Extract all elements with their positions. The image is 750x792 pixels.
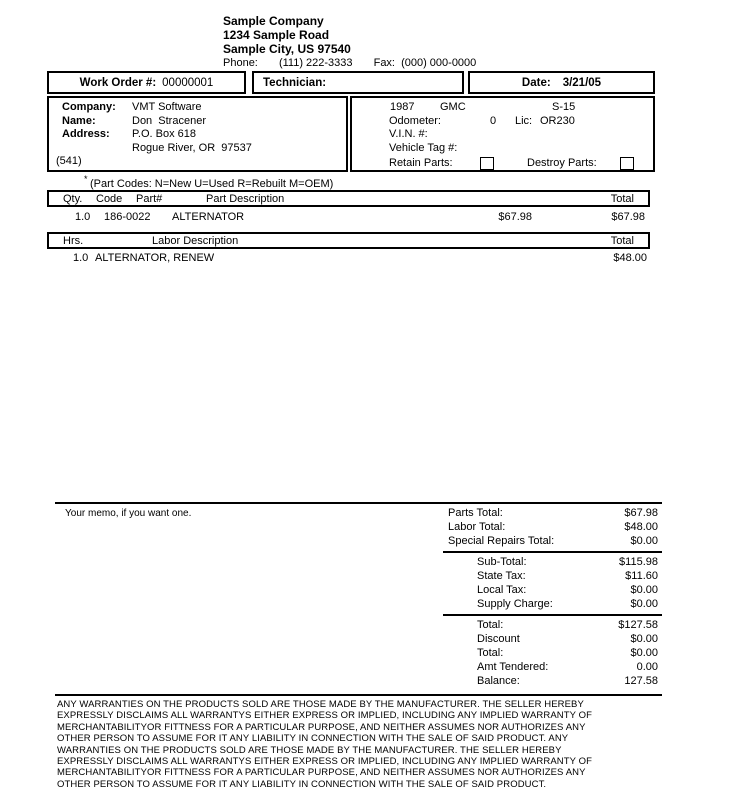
license-value: OR230 xyxy=(540,114,575,127)
warranty-line: EXPRESSLY DISCLAIMS ALL WARRANTYS EITHER EXPRESS OR IMPLIED, INCLUDING ANY IMPLIED WARRANTY OF xyxy=(57,710,593,722)
total-after-discount-label: Total: xyxy=(477,647,504,659)
totals-divider-wrap xyxy=(422,612,660,619)
destroy-parts-checkbox[interactable] xyxy=(620,157,634,170)
customer-address-line1: P.O. Box 618 xyxy=(132,128,197,140)
customer-name-label: Name: xyxy=(62,114,96,127)
destroy-parts-label: Destroy Parts: xyxy=(527,157,597,169)
supply-charge-value: $0.00 xyxy=(630,598,658,610)
memo-divider-line xyxy=(55,502,662,504)
totals-row xyxy=(422,675,660,689)
warranty-line: OTHER PERSON TO ASSUME FOR IT ANY LIABILITY IN CONNECTION WITH THE SALE OF SAID PRODUCT. xyxy=(57,778,547,790)
parts-header-partnum: Part# xyxy=(136,193,163,205)
parts-header-total: Total xyxy=(610,193,634,205)
balance-value: 127.58 xyxy=(624,675,658,687)
totals-row xyxy=(422,507,660,521)
totals-row xyxy=(422,521,660,535)
discount-value: $0.00 xyxy=(630,633,658,645)
totals-divider-wrap xyxy=(422,549,660,556)
subtotal-label: Sub-Total: xyxy=(477,556,527,568)
totals-section xyxy=(422,507,660,689)
total-divider-line xyxy=(443,614,662,616)
phone-label: Phone: xyxy=(223,57,258,69)
labor-header-hrs: Hrs. xyxy=(63,235,84,247)
labor-total: $48.00 xyxy=(613,252,647,264)
totals-row xyxy=(422,619,660,633)
vehicle-make: GMC xyxy=(440,101,466,113)
phone-number: (111) 222-3333 xyxy=(278,57,353,69)
labor-header-total: Total xyxy=(610,235,634,247)
state-tax-label: State Tax: xyxy=(477,570,526,582)
odometer-label: Odometer: xyxy=(389,114,441,127)
totals-row xyxy=(422,535,660,549)
date-box xyxy=(468,71,655,94)
warranty-divider-line xyxy=(55,694,662,696)
work-order-label: Work Order #: xyxy=(79,76,157,89)
shop-address-line2: Sample City, US 97540 xyxy=(223,42,351,56)
grand-total-value: $127.58 xyxy=(618,619,658,631)
customer-address-label: Address: xyxy=(62,128,110,140)
fax-number: (000) 000-0000 xyxy=(401,57,477,69)
odometer-value: 0 xyxy=(490,114,497,127)
retain-parts-label: Retain Parts: xyxy=(389,157,453,169)
vehicle-tag-label: Vehicle Tag #: xyxy=(389,141,458,154)
totals-row xyxy=(422,598,660,612)
supply-charge-label: Supply Charge: xyxy=(477,598,553,610)
balance-label: Balance: xyxy=(477,675,520,687)
customer-company-label: Company: xyxy=(62,101,116,113)
parts-table-header xyxy=(47,190,650,207)
parts-total-label: Parts Total: xyxy=(448,507,503,519)
warranty-line: WARRANTIES ON THE PRODUCTS SOLD ARE THOSE MADE BY THE MANUFACTURER. THE SELLER HEREBY xyxy=(57,744,562,756)
totals-row xyxy=(422,633,660,647)
technician-box xyxy=(252,71,464,94)
labor-table-header xyxy=(47,232,650,249)
part-qty: 1.0 xyxy=(75,211,91,223)
labor-total-label: Labor Total: xyxy=(448,521,506,533)
labor-header-description: Labor Description xyxy=(152,235,239,247)
part-codes-note: (Part Codes: N=New U=Used R=Rebuilt M=OEM) xyxy=(90,178,334,190)
vehicle-model: S-15 xyxy=(552,101,576,113)
warranty-line: MERCHANTABILITYOR FITTNESS FOR A PARTICULAR PURPOSE, AND NEITHER ASSUMES NOR AUTHORIZES ANY xyxy=(57,721,586,733)
totals-row xyxy=(422,556,660,570)
totals-row xyxy=(422,584,660,598)
license-label: Lic: xyxy=(515,114,533,127)
shop-name: Sample Company xyxy=(223,14,324,28)
amt-tendered-value: 0.00 xyxy=(636,661,658,673)
labor-table-row xyxy=(0,252,750,266)
part-description: ALTERNATOR xyxy=(172,211,245,223)
grand-total-label: Total: xyxy=(477,619,504,631)
warranty-line: OTHER PERSON TO ASSUME FOR IT ANY LIABILITY IN CONNECTION WITH THE SALE OF SAID PRODUCT. ANY xyxy=(57,733,569,745)
amt-tendered-label: Amt Tendered: xyxy=(477,661,549,673)
totals-row xyxy=(422,570,660,584)
part-total: $67.98 xyxy=(611,211,645,223)
customer-company-value: VMT Software xyxy=(132,101,202,113)
shop-address-line1: 1234 Sample Road xyxy=(223,28,330,42)
discount-label: Discount xyxy=(477,633,520,645)
warranty-line: MERCHANTABILITYOR FITTNESS FOR A PARTICULAR PURPOSE, AND NEITHER ASSUMES NOR AUTHORIZES ANY xyxy=(57,767,586,779)
state-tax-value: $11.60 xyxy=(625,570,658,582)
total-after-discount-value: $0.00 xyxy=(630,647,658,659)
totals-row xyxy=(422,647,660,661)
work-order-number-box xyxy=(47,71,246,94)
customer-info-box xyxy=(47,96,348,172)
parts-total-value: $67.98 xyxy=(624,507,658,519)
local-tax-label: Local Tax: xyxy=(477,584,527,596)
special-repairs-total-label: Special Repairs Total: xyxy=(448,535,555,547)
warranty-line: ANY WARRANTIES ON THE PRODUCTS SOLD ARE THOSE MADE BY THE MANUFACTURER. THE SELLER HEREBY xyxy=(57,699,584,710)
warranty-disclaimer xyxy=(57,699,677,790)
date-value: 3/21/05 xyxy=(562,76,602,89)
work-order-number: 00000001 xyxy=(162,76,214,89)
parts-header-qty: Qty. xyxy=(63,193,83,205)
date-label: Date: xyxy=(521,76,551,89)
special-repairs-total-value: $0.00 xyxy=(630,535,658,547)
shop-header xyxy=(223,14,476,71)
labor-description: ALTERNATOR, RENEW xyxy=(95,252,215,264)
footnote-asterisk: * xyxy=(84,174,88,184)
memo-text: Your memo, if you want one. xyxy=(65,508,192,519)
labor-hrs: 1.0 xyxy=(73,252,89,264)
vehicle-year: 1987 xyxy=(390,101,415,113)
parts-header-code: Code xyxy=(96,193,123,205)
customer-phone-prefix: (541) xyxy=(56,155,82,167)
parts-header-description: Part Description xyxy=(206,193,285,205)
warranty-line: EXPRESSLY DISCLAIMS ALL WARRANTYS EITHER EXPRESS OR IMPLIED, INCLUDING ANY IMPLIED WARRANTY OF xyxy=(57,756,593,768)
labor-total-value: $48.00 xyxy=(624,521,658,533)
local-tax-value: $0.00 xyxy=(630,584,658,596)
customer-name-value: Don Stracener xyxy=(132,114,206,127)
fax-label: Fax: xyxy=(373,57,395,69)
part-price: $67.98 xyxy=(498,211,532,223)
vehicle-info-box xyxy=(350,96,655,172)
customer-address-line2: Rogue River, OR 97537 xyxy=(132,141,252,154)
part-number: 186-0022 xyxy=(104,211,151,223)
technician-label: Technician: xyxy=(263,76,327,89)
retain-parts-checkbox[interactable] xyxy=(480,157,494,170)
subtotal-value: $115.98 xyxy=(619,556,658,568)
subtotal-divider-line xyxy=(443,551,662,553)
vin-label: V.I.N. #: xyxy=(389,128,428,140)
shop-phone-fax-line xyxy=(223,57,476,71)
parts-table-row xyxy=(0,211,750,225)
totals-row xyxy=(422,661,660,675)
